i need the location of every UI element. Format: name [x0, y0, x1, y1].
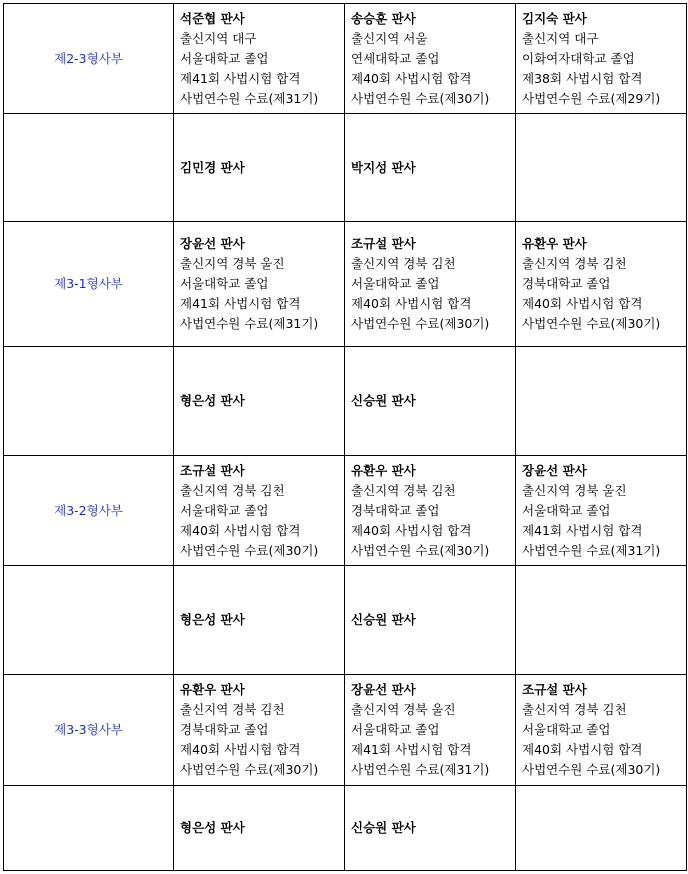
judge-name: 신승원 판사	[351, 820, 416, 835]
division-cell	[4, 566, 174, 675]
judge-detail-line: 사법연수원 수료(제30기)	[351, 316, 490, 331]
judge-detail-line: 서울대학교 졸업	[180, 50, 269, 66]
judge-detail-line: 제40회 사법시험 합격	[522, 742, 643, 757]
judge-detail-line: 사법연수원 수료(제31기)	[180, 90, 319, 106]
table-row	[4, 456, 687, 566]
judge-detail-line: 출신지역 경북 김천	[180, 702, 285, 717]
division-cell	[4, 347, 174, 456]
judge-name: 형은성 판사	[180, 820, 245, 835]
judge-cell	[174, 566, 345, 675]
judge-cell	[174, 456, 345, 566]
division-cell	[4, 4, 174, 114]
judge-detail-line: 사법연수원 수료(제31기)	[522, 542, 661, 558]
judge-detail-line: 사법연수원 수료(제30기)	[351, 90, 490, 106]
judge-detail-line: 이화여자대학교 졸업	[522, 50, 635, 66]
division-label: 제3-2형사부	[54, 502, 123, 518]
judge-detail-line: 사법연수원 수료(제31기)	[180, 316, 319, 331]
judge-name: 유환우 판사	[180, 682, 245, 697]
table-row	[4, 114, 687, 222]
judge-detail-line: 출신지역 경북 김천	[522, 702, 627, 717]
table-row	[4, 786, 687, 871]
judge-detail-line: 서울대학교 졸업	[522, 722, 611, 737]
judge-detail-line: 사법연수원 수료(제30기)	[522, 762, 661, 777]
judge-detail-line: 출신지역 서울	[351, 30, 428, 46]
judge-cell	[516, 114, 687, 222]
judge-detail-line: 연세대학교 졸업	[351, 50, 440, 66]
judge-cell	[516, 566, 687, 675]
table-row	[4, 222, 687, 347]
division-cell	[4, 786, 174, 871]
judge-name: 장윤선 판사	[522, 462, 587, 478]
judge-cell	[345, 222, 516, 347]
judge-detail-line: 서울대학교 졸업	[180, 276, 269, 291]
judge-cell	[345, 675, 516, 786]
judge-detail-line: 출신지역 경북 김천	[351, 256, 456, 271]
judge-cell	[174, 786, 345, 871]
judge-name: 김지숙 판사	[522, 10, 587, 26]
judge-cell	[345, 114, 516, 222]
judge-detail-line: 사법연수원 수료(제30기)	[351, 542, 490, 558]
judge-detail-line: 사법연수원 수료(제30기)	[180, 542, 319, 558]
division-cell	[4, 222, 174, 347]
judge-name: 신승원 판사	[351, 612, 416, 627]
judge-name: 송승훈 판사	[351, 10, 416, 26]
judge-detail-line: 제40회 사법시험 합격	[351, 70, 472, 86]
judge-name: 조규설 판사	[351, 236, 416, 251]
division-label: 제3-3형사부	[54, 722, 123, 737]
judge-cell	[516, 675, 687, 786]
table-row	[4, 347, 687, 456]
division-label: 제2-3형사부	[54, 50, 123, 66]
table-row	[4, 566, 687, 675]
judge-cell	[345, 456, 516, 566]
judge-name: 신승원 판사	[351, 393, 416, 408]
judge-detail-line: 사법연수원 수료(제31기)	[351, 762, 490, 777]
judge-detail-line: 출신지역 경북 김천	[351, 482, 456, 498]
judge-cell	[345, 4, 516, 114]
division-cell	[4, 456, 174, 566]
division-label: 제3-1형사부	[54, 276, 123, 291]
judge-detail-line: 출신지역 대구	[180, 30, 257, 46]
judge-detail-line: 경북대학교 졸업	[351, 502, 440, 518]
judge-name: 유환우 판사	[351, 462, 416, 478]
judge-detail-line: 경북대학교 졸업	[522, 276, 611, 291]
judge-cell	[174, 222, 345, 347]
judge-detail-line: 경북대학교 졸업	[180, 722, 269, 737]
judge-detail-line: 제38회 사법시험 합격	[522, 70, 643, 86]
table-row	[4, 675, 687, 786]
judge-detail-line: 출신지역 경북 울진	[351, 702, 456, 717]
judge-name: 형은성 판사	[180, 393, 245, 408]
judge-roster-table	[3, 3, 687, 871]
judge-detail-line: 출신지역 경북 김천	[522, 256, 627, 271]
judge-detail-line: 출신지역 대구	[522, 30, 599, 46]
judge-name: 석준협 판사	[180, 10, 245, 26]
roster-body	[4, 4, 687, 871]
judge-detail-line: 출신지역 경북 울진	[180, 256, 285, 271]
judge-cell	[174, 347, 345, 456]
judge-cell	[516, 347, 687, 456]
judge-cell	[174, 675, 345, 786]
judge-cell	[174, 4, 345, 114]
judge-name: 박지성 판사	[351, 159, 416, 175]
judge-detail-line: 제41회 사법시험 합격	[351, 742, 472, 757]
judge-name: 조규설 판사	[180, 462, 245, 478]
judge-name: 장윤선 판사	[180, 236, 245, 251]
judge-cell	[516, 4, 687, 114]
judge-detail-line: 제41회 사법시험 합격	[522, 522, 643, 538]
judge-detail-line: 제40회 사법시험 합격	[351, 296, 472, 311]
judge-detail-line: 서울대학교 졸업	[180, 502, 269, 518]
judge-detail-line: 제41회 사법시험 합격	[180, 296, 301, 311]
judge-cell	[516, 786, 687, 871]
judge-detail-line: 출신지역 경북 김천	[180, 482, 285, 498]
judge-name: 형은성 판사	[180, 612, 245, 627]
judge-detail-line: 서울대학교 졸업	[522, 502, 611, 518]
judge-name: 조규설 판사	[522, 682, 587, 697]
judge-detail-line: 제40회 사법시험 합격	[351, 522, 472, 538]
judge-name: 장윤선 판사	[351, 682, 416, 697]
judge-detail-line: 서울대학교 졸업	[351, 276, 440, 291]
judge-cell	[345, 566, 516, 675]
judge-detail-line: 출신지역 경북 울진	[522, 482, 627, 498]
judge-name: 유환우 판사	[522, 236, 587, 251]
judge-detail-line: 제40회 사법시험 합격	[180, 522, 301, 538]
division-cell	[4, 114, 174, 222]
judge-cell	[345, 786, 516, 871]
judge-cell	[516, 222, 687, 347]
division-cell	[4, 675, 174, 786]
judge-detail-line: 제41회 사법시험 합격	[180, 70, 301, 86]
judge-detail-line: 사법연수원 수료(제29기)	[522, 90, 661, 106]
judge-cell	[174, 114, 345, 222]
table-row	[4, 4, 687, 114]
judge-detail-line: 사법연수원 수료(제30기)	[180, 762, 319, 777]
judge-detail-line: 사법연수원 수료(제30기)	[522, 316, 661, 331]
judge-name: 김민경 판사	[180, 159, 245, 175]
judge-detail-line: 제40회 사법시험 합격	[180, 742, 301, 757]
judge-detail-line: 서울대학교 졸업	[351, 722, 440, 737]
judge-detail-line: 제40회 사법시험 합격	[522, 296, 643, 311]
judge-cell	[345, 347, 516, 456]
judge-cell	[516, 456, 687, 566]
